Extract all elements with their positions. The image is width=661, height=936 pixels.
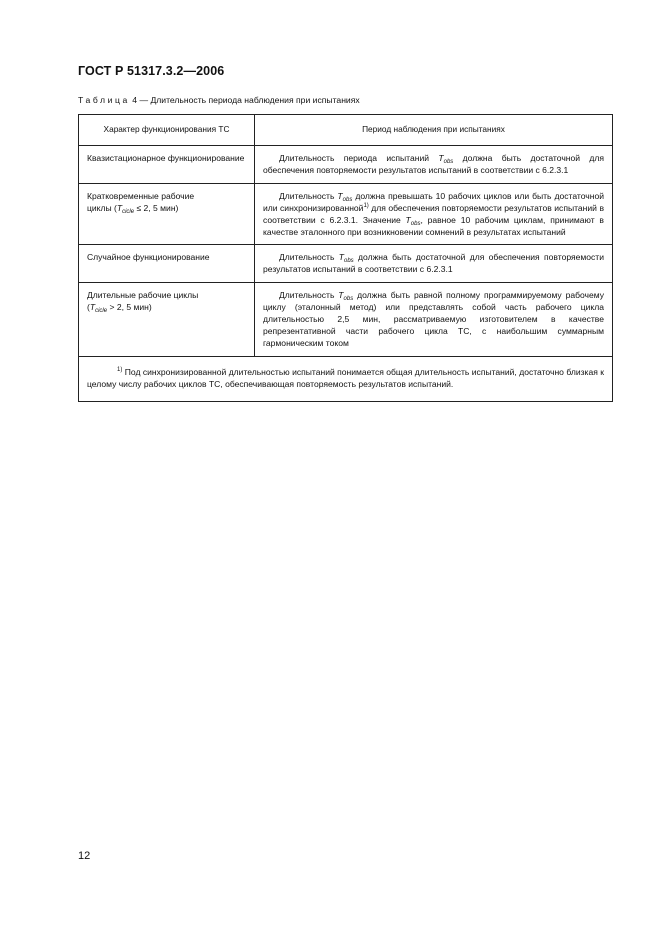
text: должна быть достаточной для обеспечения повторяемости результатов испытаний в соответствии с 6.2.3.1 <box>263 252 604 275</box>
symbol-T: T <box>337 190 343 201</box>
subscript: obs <box>410 220 421 227</box>
standard-code: ГОСТ Р 51317.3.2—2006 <box>78 64 225 78</box>
text: должна быть равной полному программируемому рабочему циклу (эталонный метод) или представлять собой часть рабочего цикла длительностью 2,5 мин, рассматриваемую изготовителем в качестве репрезентативной части рабочего цикла ТС, с наибольшим суммарным гармоническим током <box>263 290 604 348</box>
text: Кратковременные рабочие <box>87 190 195 201</box>
table-footnote <box>79 356 613 401</box>
text: для обеспечения повторяемости результатов испытаний в соответствии с 6.2.3.1. Значение <box>263 202 604 225</box>
symbol-T: T <box>438 153 444 163</box>
text: , равное 10 рабочим циклам, принимают в качестве эталонного при возникновении сомнений в результатах испытаний <box>263 214 604 237</box>
symbol-T: T <box>116 202 123 213</box>
cell-period <box>255 283 613 357</box>
table-row <box>79 146 613 184</box>
text: Длительность периода испытаний <box>279 153 439 163</box>
text: Длительность <box>279 252 339 263</box>
cell-period <box>255 146 613 184</box>
footnote-ref: 1) <box>363 202 369 209</box>
table-row <box>79 283 613 357</box>
text: должна превышать 10 рабочих циклов или быть достаточной или синхронизированной <box>263 190 604 213</box>
symbol-T: T <box>89 302 96 313</box>
cell-character: Случайное функционирование <box>79 245 255 283</box>
column-header-character: Характер функционирования ТС <box>79 115 255 146</box>
subscript: obs <box>342 196 353 203</box>
column-header-period: Период наблюдения при испытаниях <box>255 115 613 146</box>
cell-character <box>79 183 255 245</box>
subscript: cicle <box>95 308 108 315</box>
cell-period <box>255 183 613 245</box>
cell-character <box>79 283 255 357</box>
cell-period <box>255 245 613 283</box>
subscript: cicle <box>122 208 135 215</box>
text: ( <box>87 302 90 313</box>
subscript: obs <box>343 296 354 303</box>
footnote-mark: 1) <box>117 366 123 373</box>
text: ≤ 2, 5 мин) <box>134 202 179 213</box>
text: Длительные рабочие циклы <box>87 290 199 301</box>
footnote-text: Под синхронизированной длительностью испытаний понимается общая длительность испытаний, достаточно близкая к целому числу рабочих циклов ТС, обеспечивающая повторяемость результатов испытаний. <box>87 366 604 389</box>
text: > 2, 5 мин) <box>107 302 152 313</box>
subscript: obs <box>443 159 454 165</box>
subscript: obs <box>343 258 354 265</box>
symbol-T: T <box>338 252 344 263</box>
table-footnote-row <box>79 356 613 401</box>
table-caption-label: Таблица <box>78 95 130 105</box>
table-caption <box>78 95 360 105</box>
table-caption-title: 4 — Длительность периода наблюдения при испытаниях <box>129 95 360 105</box>
symbol-T: T <box>338 290 344 301</box>
page-number: 12 <box>78 850 91 862</box>
cell-character: Квазистационарное функционирование <box>79 146 255 184</box>
observation-period-table <box>78 114 613 402</box>
table-row <box>79 183 613 245</box>
text: циклы ( <box>87 202 117 213</box>
table-header-row <box>79 115 613 146</box>
text: Длительность <box>279 290 339 301</box>
text: Длительность <box>279 190 338 201</box>
table-row <box>79 245 613 283</box>
text: должна быть достаточной для обеспечения повторяемости результатов испытаний в соответствии с 6.2.3.1 <box>263 153 604 175</box>
symbol-T: T <box>405 214 411 225</box>
